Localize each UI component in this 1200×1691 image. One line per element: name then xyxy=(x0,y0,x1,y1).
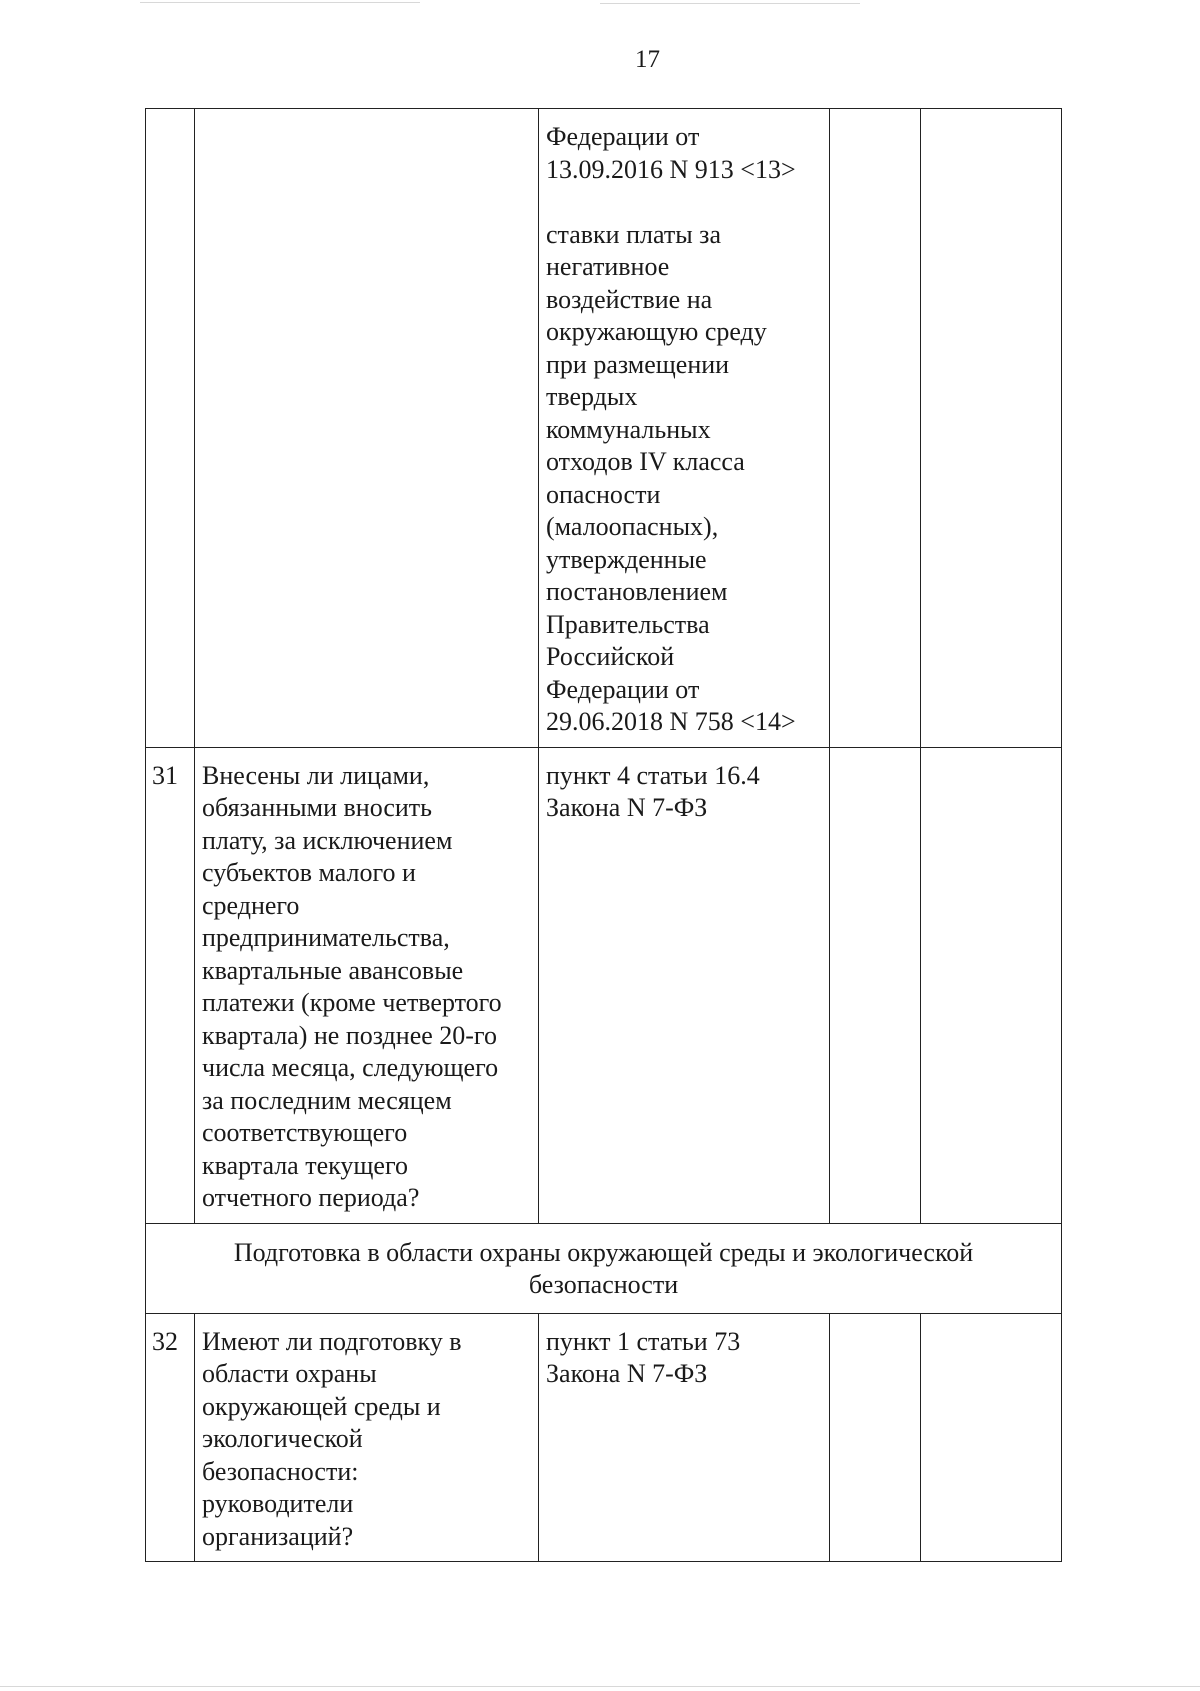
section-title: Подготовка в области охраны окружающей среды и экологической безопасности xyxy=(233,1237,974,1299)
cell-number xyxy=(146,109,195,748)
scan-artifact-top xyxy=(140,2,420,3)
question-text: Имеют ли подготовку в области охраны окружающей среды и экологической безопасности: руководители организаций? xyxy=(202,1326,462,1551)
table-row-32 xyxy=(146,1313,1062,1562)
checklist-table xyxy=(145,108,1062,1562)
row-number: 31 xyxy=(152,760,178,790)
section-header-cell xyxy=(146,1223,1062,1313)
scan-artifact-bottom xyxy=(0,1686,1200,1687)
section-header-row xyxy=(146,1223,1062,1313)
cell-number xyxy=(146,1313,195,1562)
cell-question xyxy=(195,1313,539,1562)
cell-question xyxy=(195,109,539,748)
cell-number xyxy=(146,747,195,1223)
cell-answer-no xyxy=(921,109,1062,748)
cell-question xyxy=(195,747,539,1223)
cell-answer-no xyxy=(921,747,1062,1223)
cell-reference xyxy=(539,1313,830,1562)
table-row-continuation xyxy=(146,109,1062,748)
cell-answer-yes xyxy=(830,109,921,748)
cell-reference xyxy=(539,109,830,748)
reference-text: пункт 4 статьи 16.4 Закона N 7-ФЗ xyxy=(546,760,760,822)
scan-artifact-top xyxy=(600,3,860,4)
reference-text: пункт 1 статьи 73 Закона N 7-ФЗ xyxy=(546,1326,741,1388)
table-row-31 xyxy=(146,747,1062,1223)
cell-answer-yes xyxy=(830,747,921,1223)
row-number: 32 xyxy=(152,1326,178,1356)
cell-answer-yes xyxy=(830,1313,921,1562)
question-text: Внесены ли лицами, обязанными вносить плату, за исключением субъектов малого и среднего предпринимательства, квартальные авансовые платежи (кроме четвертого квартала) не позднее 20-го числа месяца, следующего за последним месяцем соответствующего квартала текущего отчетного периода? xyxy=(202,760,502,1212)
reference-text: Федерации от 13.09.2016 N 913 <13> ставки платы за негативное воздействие на окружающую среду при размещении твердых коммунальных отходов IV класса опасности (малоопасных), утвержденные постановлением Правительства Российской Федерации от 29.06.2018 N 758 <14> xyxy=(546,122,796,736)
cell-reference xyxy=(539,747,830,1223)
cell-answer-no xyxy=(921,1313,1062,1562)
page-number: 17 xyxy=(635,46,660,73)
